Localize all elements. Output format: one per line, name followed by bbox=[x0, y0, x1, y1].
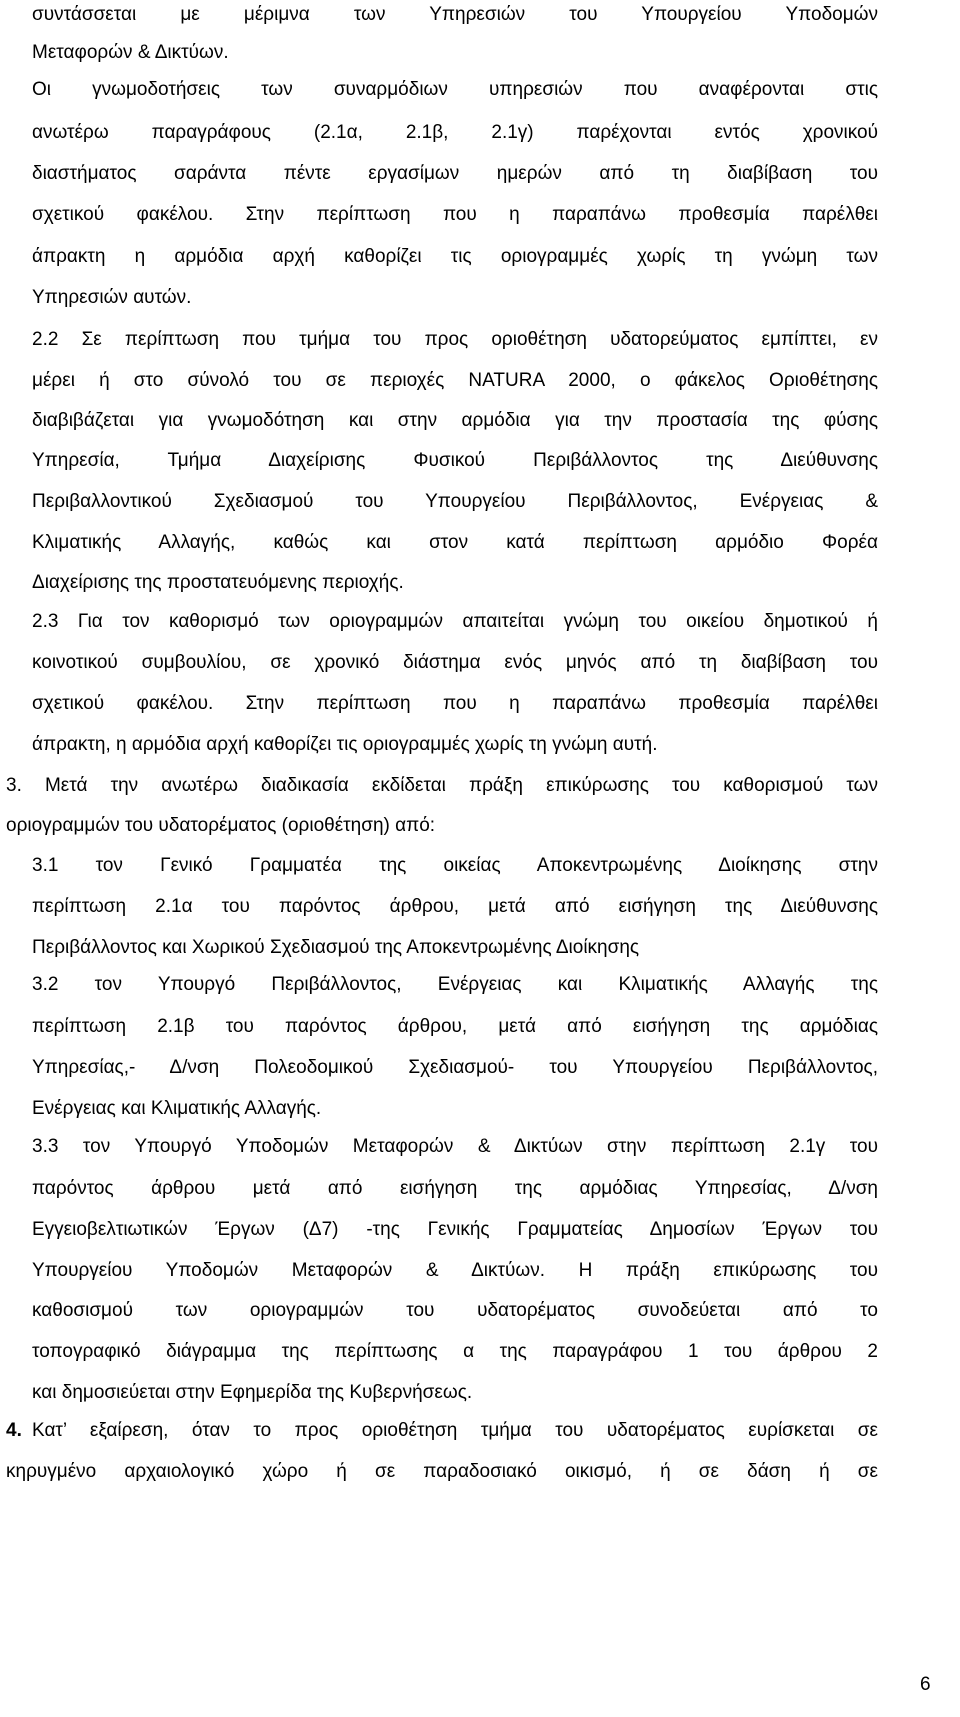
text-line: Υπηρεσία, Τμήμα Διαχείρισης Φυσικού Περιβάλλοντος της Διεύθυνσης bbox=[32, 450, 878, 471]
text-line: 3. Μετά την ανωτέρω διαδικασία εκδίδεται πράξη επικύρωσης του καθορισμού των bbox=[6, 775, 878, 796]
text-line: διαβιβάζεται για γνωμοδότηση και στην αρμόδια για την προστασία της φύσης bbox=[32, 410, 878, 431]
text-line: 2.3 Για τον καθορισμό των οριογραμμών απαιτείται γνώμη του οικείου δημοτικού ή bbox=[32, 611, 878, 632]
text-line: κοινοτικού συμβουλίου, σε χρονικό διάστημα ενός μηνός από τη διαβίβαση του bbox=[32, 652, 878, 673]
item-number: 4. bbox=[6, 1420, 22, 1441]
text-line: Διαχείρισης της προστατευόμενης περιοχής. bbox=[32, 572, 404, 593]
text-line: άπρακτη η αρμόδια αρχή καθορίζει τις οριογραμμές χωρίς τη γνώμη των bbox=[32, 246, 878, 267]
text-line: τοπογραφικό διάγραμμα της περίπτωσης α της παραγράφου 1 του άρθρου 2 bbox=[32, 1341, 878, 1362]
text-line: Υπουργείου Υποδομών Μεταφορών & Δικτύων. Η πράξη επικύρωσης του bbox=[32, 1260, 878, 1281]
text-line: Οι γνωμοδοτήσεις των συναρμόδιων υπηρεσιών που αναφέρονται στις bbox=[32, 79, 878, 100]
text-line: Υπηρεσιών αυτών. bbox=[32, 287, 192, 308]
text-line: μέρει ή στο σύνολό του σε περιοχές NATURA 2000, ο φάκελος Οριοθέτησης bbox=[32, 370, 878, 391]
text-line: σχετικού φακέλου. Στην περίπτωση που η παραπάνω προθεσμία παρέλθει bbox=[32, 204, 878, 225]
text-line: καθοσισμού των οριογραμμών του υδατορέματος συνοδεύεται από το bbox=[32, 1300, 878, 1321]
text-line: κηρυγμένο αρχαιολογικό χώρο ή σε παραδοσιακό οικισμό, ή σε δάση ή σε bbox=[6, 1461, 878, 1482]
text-line: Περιβαλλοντικού Σχεδιασμού του Υπουργείου Περιβάλλοντος, Ενέργειας & bbox=[32, 491, 878, 512]
text-line: περίπτωση 2.1β του παρόντος άρθρου, μετά από εισήγηση της αρμόδιας bbox=[32, 1016, 878, 1037]
text-line: και δημοσιεύεται στην Εφημερίδα της Κυβερνήσεως. bbox=[32, 1382, 473, 1403]
text-line: άπρακτη, η αρμόδια αρχή καθορίζει τις οριογραμμές χωρίς τη γνώμη αυτή. bbox=[32, 734, 658, 755]
text-line: σχετικού φακέλου. Στην περίπτωση που η παραπάνω προθεσμία παρέλθει bbox=[32, 693, 878, 714]
page-number: 6 bbox=[920, 1674, 931, 1695]
text-line: ανωτέρω παραγράφους (2.1α, 2.1β, 2.1γ) παρέχονται εντός χρονικού bbox=[32, 122, 878, 143]
text-line: Ενέργειας και Κλιματικής Αλλαγής. bbox=[32, 1098, 322, 1119]
text-line: Μεταφορών & Δικτύων. bbox=[32, 42, 229, 63]
text-line: 3.3 τον Υπουργό Υποδομών Μεταφορών & Δικτύων στην περίπτωση 2.1γ του bbox=[32, 1136, 878, 1157]
text-line: Περιβάλλοντος και Χωρικού Σχεδιασμού της Αποκεντρωμένης Διοίκησης bbox=[32, 937, 640, 958]
text-line: 2.2 Σε περίπτωση που τμήμα του προς οριοθέτηση υδατορεύματος εμπίπτει, εν bbox=[32, 329, 878, 350]
text-line: διαστήματος σαράντα πέντε εργασίμων ημερών από τη διαβίβαση του bbox=[32, 163, 878, 184]
text-line: οριογραμμών του υδατορέματος (οριοθέτηση) από: bbox=[6, 815, 436, 836]
text-line: περίπτωση 2.1α του παρόντος άρθρου, μετά από εισήγηση της Διεύθυνσης bbox=[32, 896, 878, 917]
text-line: Κλιματικής Αλλαγής, καθώς και στον κατά περίπτωση αρμόδιο Φορέα bbox=[32, 532, 878, 553]
text-line: 3.1 τον Γενικό Γραμματέα της οικείας Αποκεντρωμένης Διοίκησης στην bbox=[32, 855, 878, 876]
text-line: Υπηρεσίας,- Δ/νση Πολεοδομικού Σχεδιασμού- του Υπουργείου Περιβάλλοντος, bbox=[32, 1057, 878, 1078]
text-line: Εγγειοβελτιωτικών Έργων (Δ7) -της Γενικής Γραμματείας Δημοσίων Έργων του bbox=[32, 1219, 878, 1240]
text-line: 3.2 τον Υπουργό Περιβάλλοντος, Ενέργειας και Κλιματικής Αλλαγής της bbox=[32, 974, 878, 995]
text-line: παρόντος άρθρου μετά από εισήγηση της αρμόδιας Υπηρεσίας, Δ/νση bbox=[32, 1178, 878, 1199]
text-line: συντάσσεται με μέριμνα των Υπηρεσιών του Υπουργείου Υποδομών bbox=[32, 4, 878, 25]
text-line: Κατ’ εξαίρεση, όταν το προς οριοθέτηση τμήμα του υδατορέματος ευρίσκεται σε bbox=[32, 1420, 878, 1441]
